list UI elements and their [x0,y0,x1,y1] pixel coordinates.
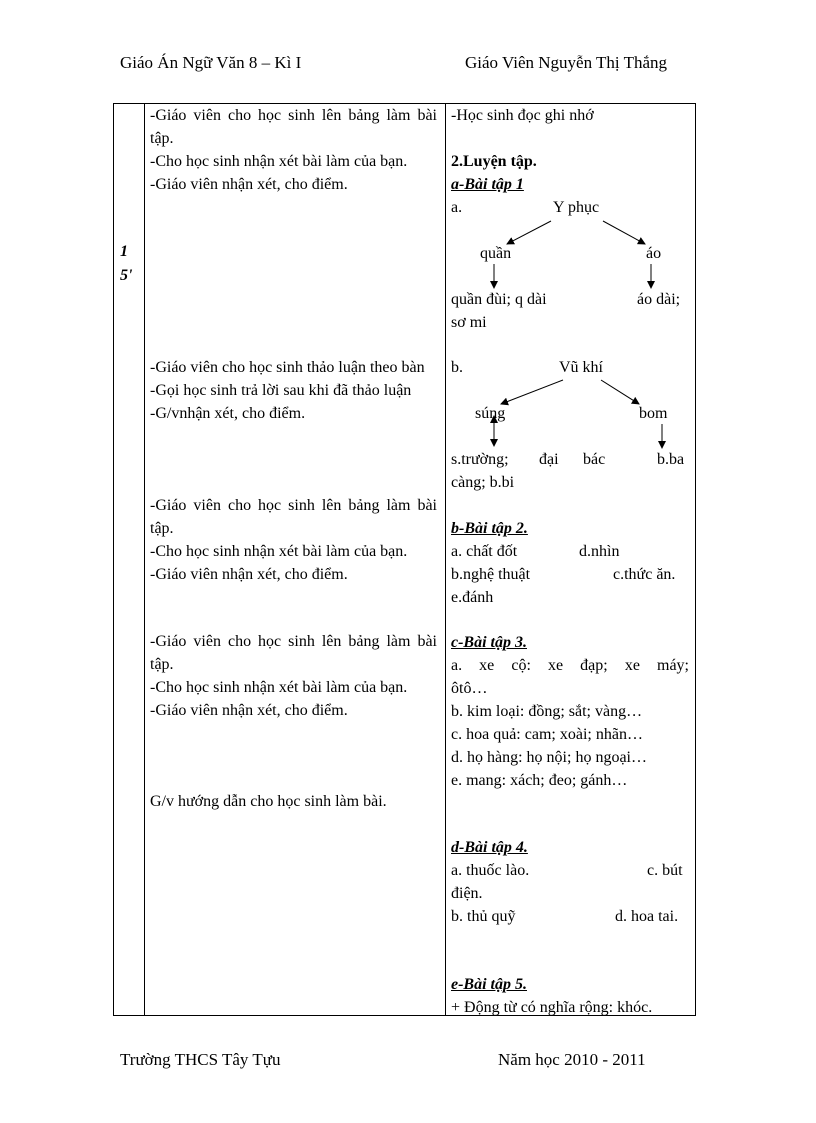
teacher-block-1 [150,104,437,196]
exercise-1-title: a-Bài tập 1 [451,176,524,193]
column-divider-1 [144,104,145,1015]
tree-a-root: Y phục [553,199,600,216]
exercise-4-c: c. bút [647,862,683,879]
tree-a-left-items: quần đùi; q dài [451,291,547,308]
exercise-3-item: b. kim loại: đồng; sắt; vàng… [451,703,643,720]
exercise-4-d: d. hoa tai. [615,908,679,925]
exercise-4-title: d-Bài tập 4. [451,839,528,856]
exercise-3-item: c. hoa quả: cam; xoài; nhãn… [451,726,643,743]
exercise-3-item: a. xe cộ: xe đạp; xe máy; ôtô… [451,657,689,697]
teacher-line: -Cho học sinh nhận xét bài làm của bạn. [150,153,408,170]
exercise-2-e: e.đánh [451,589,494,606]
teacher-line: G/v hướng dẫn cho học sinh làm bài. [150,793,387,810]
exercise-4-b: b. thủ quỹ [451,908,516,925]
exercise-2-b: b.nghệ thuật [451,566,531,583]
column-divider-2 [445,104,446,1015]
tree-a-extra: sơ mi [451,314,487,331]
tree-b-left-node: súng [475,405,506,422]
teacher-block-4 [150,630,437,722]
teacher-line: -Giáo viên nhận xét, cho điểm. [150,566,348,583]
teacher-line: -Giáo viên cho học sinh lên bảng làm bài tập. [150,497,437,537]
teacher-line: -Giáo viên nhận xét, cho điểm. [150,176,348,193]
lesson-table [113,103,696,1016]
tree-b-item-2: đại [539,451,559,468]
header-right: Giáo Viên Nguyễn Thị Thắng [465,53,668,72]
exercise-4-a: a. thuốc lào. [451,862,530,879]
exercise-2-c: c.thức ăn. [613,566,676,583]
footer-left: Trường THCS Tây Tựu [120,1050,281,1069]
exercise-3-item: d. họ hàng: họ nội; họ ngoại… [451,749,647,766]
tree-a-right-items: áo dài; [637,291,681,308]
tree-b-root: Vũ khí [559,359,603,376]
exercise-2-a: a. chất đốt [451,543,518,560]
exercise-3-title: c-Bài tập 3. [451,634,527,651]
tree-a-label: a. [451,199,463,216]
footer-right: Năm học 2010 - 2011 [498,1050,646,1069]
teacher-block-3 [150,494,437,586]
teacher-line: -G/vnhận xét, cho điểm. [150,405,306,422]
teacher-line: -Cho học sinh nhận xét bài làm của bạn. [150,543,408,560]
teacher-line: -Cho học sinh nhận xét bài làm của bạn. [150,679,408,696]
time-minutes: 5' [120,267,133,284]
student-column [451,104,689,1015]
tree-a-left-node: quần [480,245,512,262]
teacher-line: -Giáo viên cho học sinh lên bảng làm bài tập. [150,633,437,673]
tree-b-item-3: bác [583,451,606,468]
exercise-2-d: d.nhìn [579,543,620,560]
exercise-5-line: + Động từ có nghĩa rộng: khóc. [451,999,653,1016]
teacher-line: -Giáo viên cho học sinh lên bảng làm bài tập. [150,107,437,147]
exercise-2-title: b-Bài tập 2. [451,520,528,537]
exercise-3-item: e. mang: xách; đeo; gánh… [451,772,628,789]
tree-b-item-4: b.ba [657,451,685,468]
tree-a-right-node: áo [646,245,662,262]
tree-b-label: b. [451,359,463,376]
exercise-5-title: e-Bài tập 5. [451,976,527,993]
teacher-line: -Gọi học sinh trả lời sau khi đã thảo luận [150,382,412,399]
arrow-b-left [501,380,563,404]
tree-b-item-5: càng; b.bi [451,474,515,491]
exercise-4-c-cont: điện. [451,885,483,902]
teacher-line: -Giáo viên cho học sinh thảo luận theo bàn [150,359,425,376]
header-left: Giáo Án Ngữ Văn 8 – Kì I [120,53,302,72]
time-digit: 1 [120,243,128,260]
tree-b-item-1: s.trường; [451,451,509,468]
teacher-block-5 [150,790,437,813]
tree-arrows [451,104,689,484]
read-memo: -Học sinh đọc ghi nhớ [451,107,594,124]
arrow-a-left [507,221,551,244]
tree-b-right-node: bom [639,405,668,422]
teacher-block-2 [150,356,437,425]
practice-title: 2.Luyện tập. [451,153,537,170]
teacher-line: -Giáo viên nhận xét, cho điểm. [150,702,348,719]
exercise-3-list [451,654,689,792]
arrow-a-right [603,221,645,244]
arrow-b-right [601,380,639,404]
